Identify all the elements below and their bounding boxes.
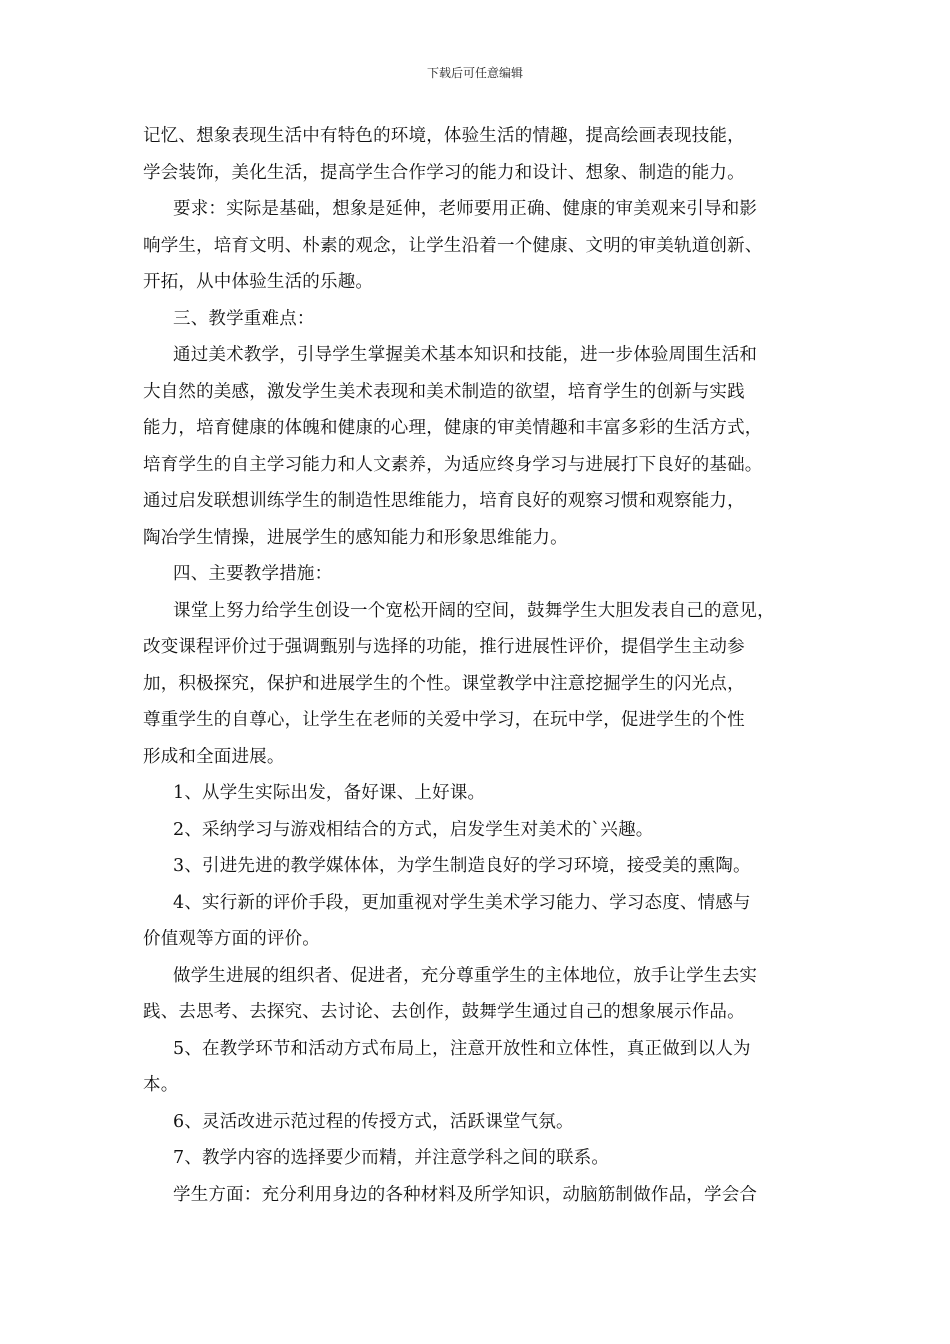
text-line: 做学生进展的组织者、促进者，充分尊重学生的主体地位，放手让学生去实 — [173, 965, 758, 986]
document-body — [143, 118, 823, 1213]
text-line: 响学生，培育文明、朴素的观念，让学生沿着一个健康、文明的审美轨道创新、 — [143, 235, 763, 256]
text-line: 4、实行新的评价手段，更加重视对学生美术学习能力、学习态度、情感与 — [173, 892, 751, 913]
text-line: 加，积极探究，保护和进展学生的个性。课堂教学中注意挖掘学生的闪光点， — [143, 673, 745, 694]
text-line: 三、教学重难点： — [173, 308, 315, 329]
text-line: 要求：实际是基础，想象是延伸，老师要用正确、健康的审美观来引导和影 — [173, 199, 758, 219]
text-line: 6、灵活改进示范过程的传授方式，活跃课堂气氛。 — [173, 1111, 574, 1132]
text-line: 3、引进先进的教学媒体体，为学生制造良好的学习环境，接受美的熏陶。 — [173, 856, 751, 876]
text-line: 学会装饰，美化生活，提高学生合作学习的能力和设计、想象、制造的能力。 — [143, 162, 745, 183]
text-line: 记忆、想象表现生活中有特色的环境，体验生活的情趣，提高绘画表现技能， — [143, 126, 745, 146]
text-line: 5、在教学环节和活动方式布局上，注意开放性和立体性，真正做到以人为 — [173, 1038, 751, 1059]
text-line: 改变课程评价过于强调甄别与选择的功能，推行进展性评价，提倡学生主动参 — [143, 637, 745, 657]
text-line: 开拓，从中体验生活的乐趣。 — [143, 272, 374, 292]
text-line: 陶冶学生情操，进展学生的感知能力和形象思维能力。 — [143, 527, 568, 548]
text-line: 能力，培育健康的体魄和健康的心理，健康的审美情趣和丰富多彩的生活方式， — [143, 418, 763, 438]
text-line: 践、去思考、去探究、去讨论、去创作，鼓舞学生通过自己的想象展示作品。 — [143, 1002, 745, 1022]
page-header: 下载后可任意编辑 — [426, 66, 523, 80]
text-line: 大自然的美感，激发学生美术表现和美术制造的欲望，培育学生的创新与实践 — [143, 381, 745, 402]
text-line: 本。 — [143, 1075, 179, 1095]
text-line: 四、主要教学措施： — [173, 564, 333, 584]
text-line: 课堂上努力给学生创设一个宽松开阔的空间，鼓舞学生大胆发表自己的意见， — [173, 600, 775, 621]
text-line: 尊重学生的自尊心，让学生在老师的关爱中学习，在玩中学，促进学生的个性 — [143, 710, 745, 730]
text-line: 7、教学内容的选择要少而精，并注意学科之间的联系。 — [173, 1148, 610, 1168]
text-line: 学生方面：充分利用身边的各种材料及所学知识，动脑筋制做作品，学会合 — [173, 1184, 758, 1205]
text-line: 形成和全面进展。 — [143, 746, 285, 767]
text-line: 1、从学生实际出发，备好课、上好课。 — [173, 783, 486, 803]
text-line: 培育学生的自主学习能力和人文素养，为适应终身学习与进展打下良好的基础。 — [143, 454, 763, 475]
text-line: 价值观等方面的评价。 — [143, 929, 320, 949]
text-line: 通过美术教学，引导学生掌握美术基本知识和技能，进一步体验周围生活和 — [173, 345, 758, 365]
text-line: 2、采纳学习与游戏相结合的方式，启发学生对美术的`兴趣。 — [173, 819, 654, 840]
text-line: 通过启发联想训练学生的制造性思维能力，培育良好的观察习惯和观察能力， — [143, 491, 745, 511]
